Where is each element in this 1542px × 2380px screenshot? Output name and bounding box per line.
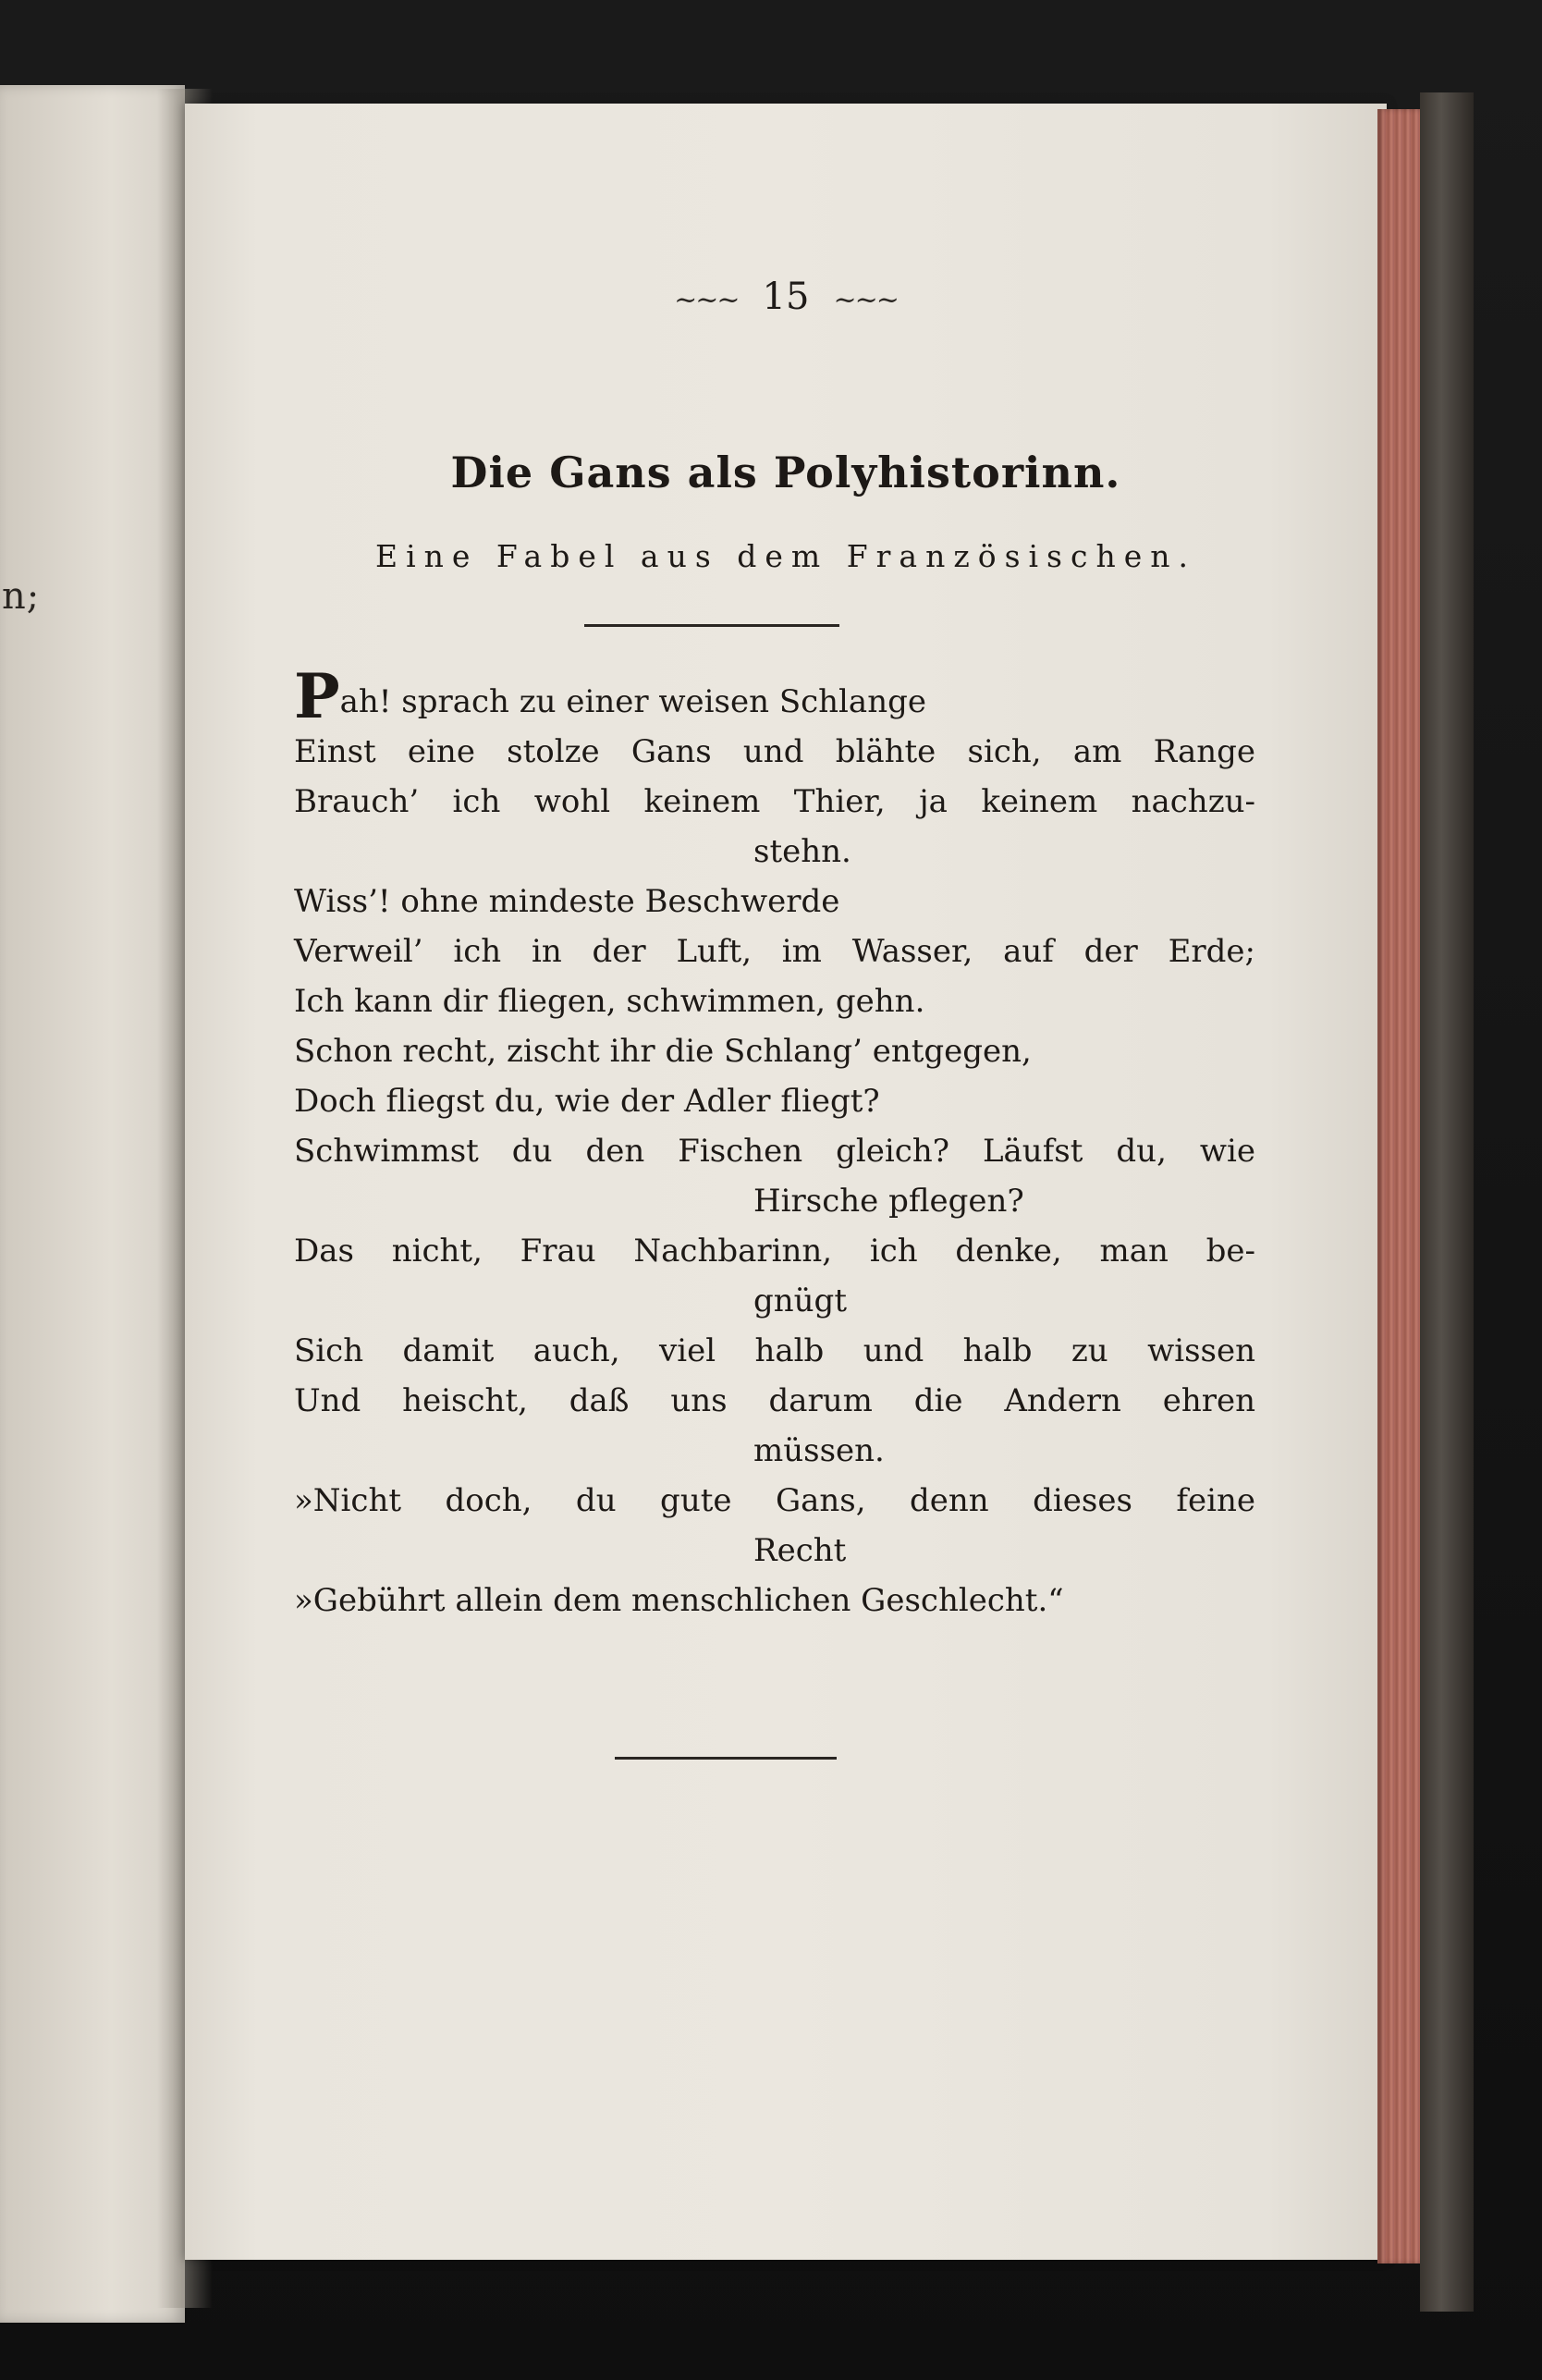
poem-line-5: Verweil’ ich in der Luft, im Wasser, auf der Erde; — [294, 933, 1255, 970]
poem-line-7: Schon recht, zischt ihr die Schlang’ entgegen, — [294, 1033, 1032, 1070]
poem-subtitle: Eine Fabel aus dem Französischen. — [374, 538, 1197, 574]
ornament-right-icon: ~~~ — [833, 283, 898, 316]
page-block-edge — [1377, 109, 1422, 2263]
poem-line-6: Ich kann dir fliegen, schwimmen, gehn. — [294, 983, 925, 1020]
drop-cap: P — [294, 660, 340, 732]
poem-line-11: Sich damit auch, viel halb und halb zu wissen — [294, 1332, 1255, 1369]
divider-top — [584, 624, 839, 627]
poem-line-3: Brauch’ ich wohl keinem Thier, ja keinem nachzu- — [294, 783, 1255, 820]
poem-line-4: Wiss’! ohne mindeste Beschwerde — [294, 883, 840, 920]
ornament-left-icon: ~~~ — [674, 283, 739, 316]
divider-bottom — [615, 1757, 837, 1760]
poem-title: Die Gans als Polyhistorinn. — [450, 448, 1121, 497]
poem-line-8: Doch fliegst du, wie der Adler fliegt? — [294, 1083, 880, 1120]
page-number: 15 — [762, 276, 810, 318]
poem-line-10: Das nicht, Frau Nachbarinn, ich denke, man be- — [294, 1233, 1255, 1270]
poem-line-9: Schwimmst du den Fischen gleich? Läufst du, wie — [294, 1133, 1255, 1170]
poem-line-9-continuation: Hirsche pflegen? — [753, 1183, 1024, 1220]
poem-line-1: Pah! sprach zu einer weisen Schlange — [294, 660, 926, 732]
poem-line-12: Und heischt, daß uns darum die Andern ehren — [294, 1382, 1255, 1419]
poem-body — [294, 660, 1255, 1626]
previous-page-text-fragment: n; — [2, 575, 41, 618]
poem-line-12-continuation: müssen. — [753, 1432, 885, 1469]
page-number-header — [185, 276, 1387, 318]
poem-line-13: »Nicht doch, du gute Gans, denn dieses feine — [294, 1482, 1255, 1519]
book-page — [185, 104, 1387, 2260]
book-cover-edge — [1420, 92, 1474, 2312]
poem-line-2: Einst eine stolze Gans und blähte sich, am Range — [294, 733, 1255, 770]
poem-line-10-continuation: gnügt — [753, 1282, 847, 1319]
poem-line-14: »Gebührt allein dem menschlichen Geschlecht.“ — [294, 1582, 1064, 1619]
poem-line-13-continuation: Recht — [753, 1532, 847, 1569]
poem-line-3-continuation: stehn. — [753, 833, 851, 870]
